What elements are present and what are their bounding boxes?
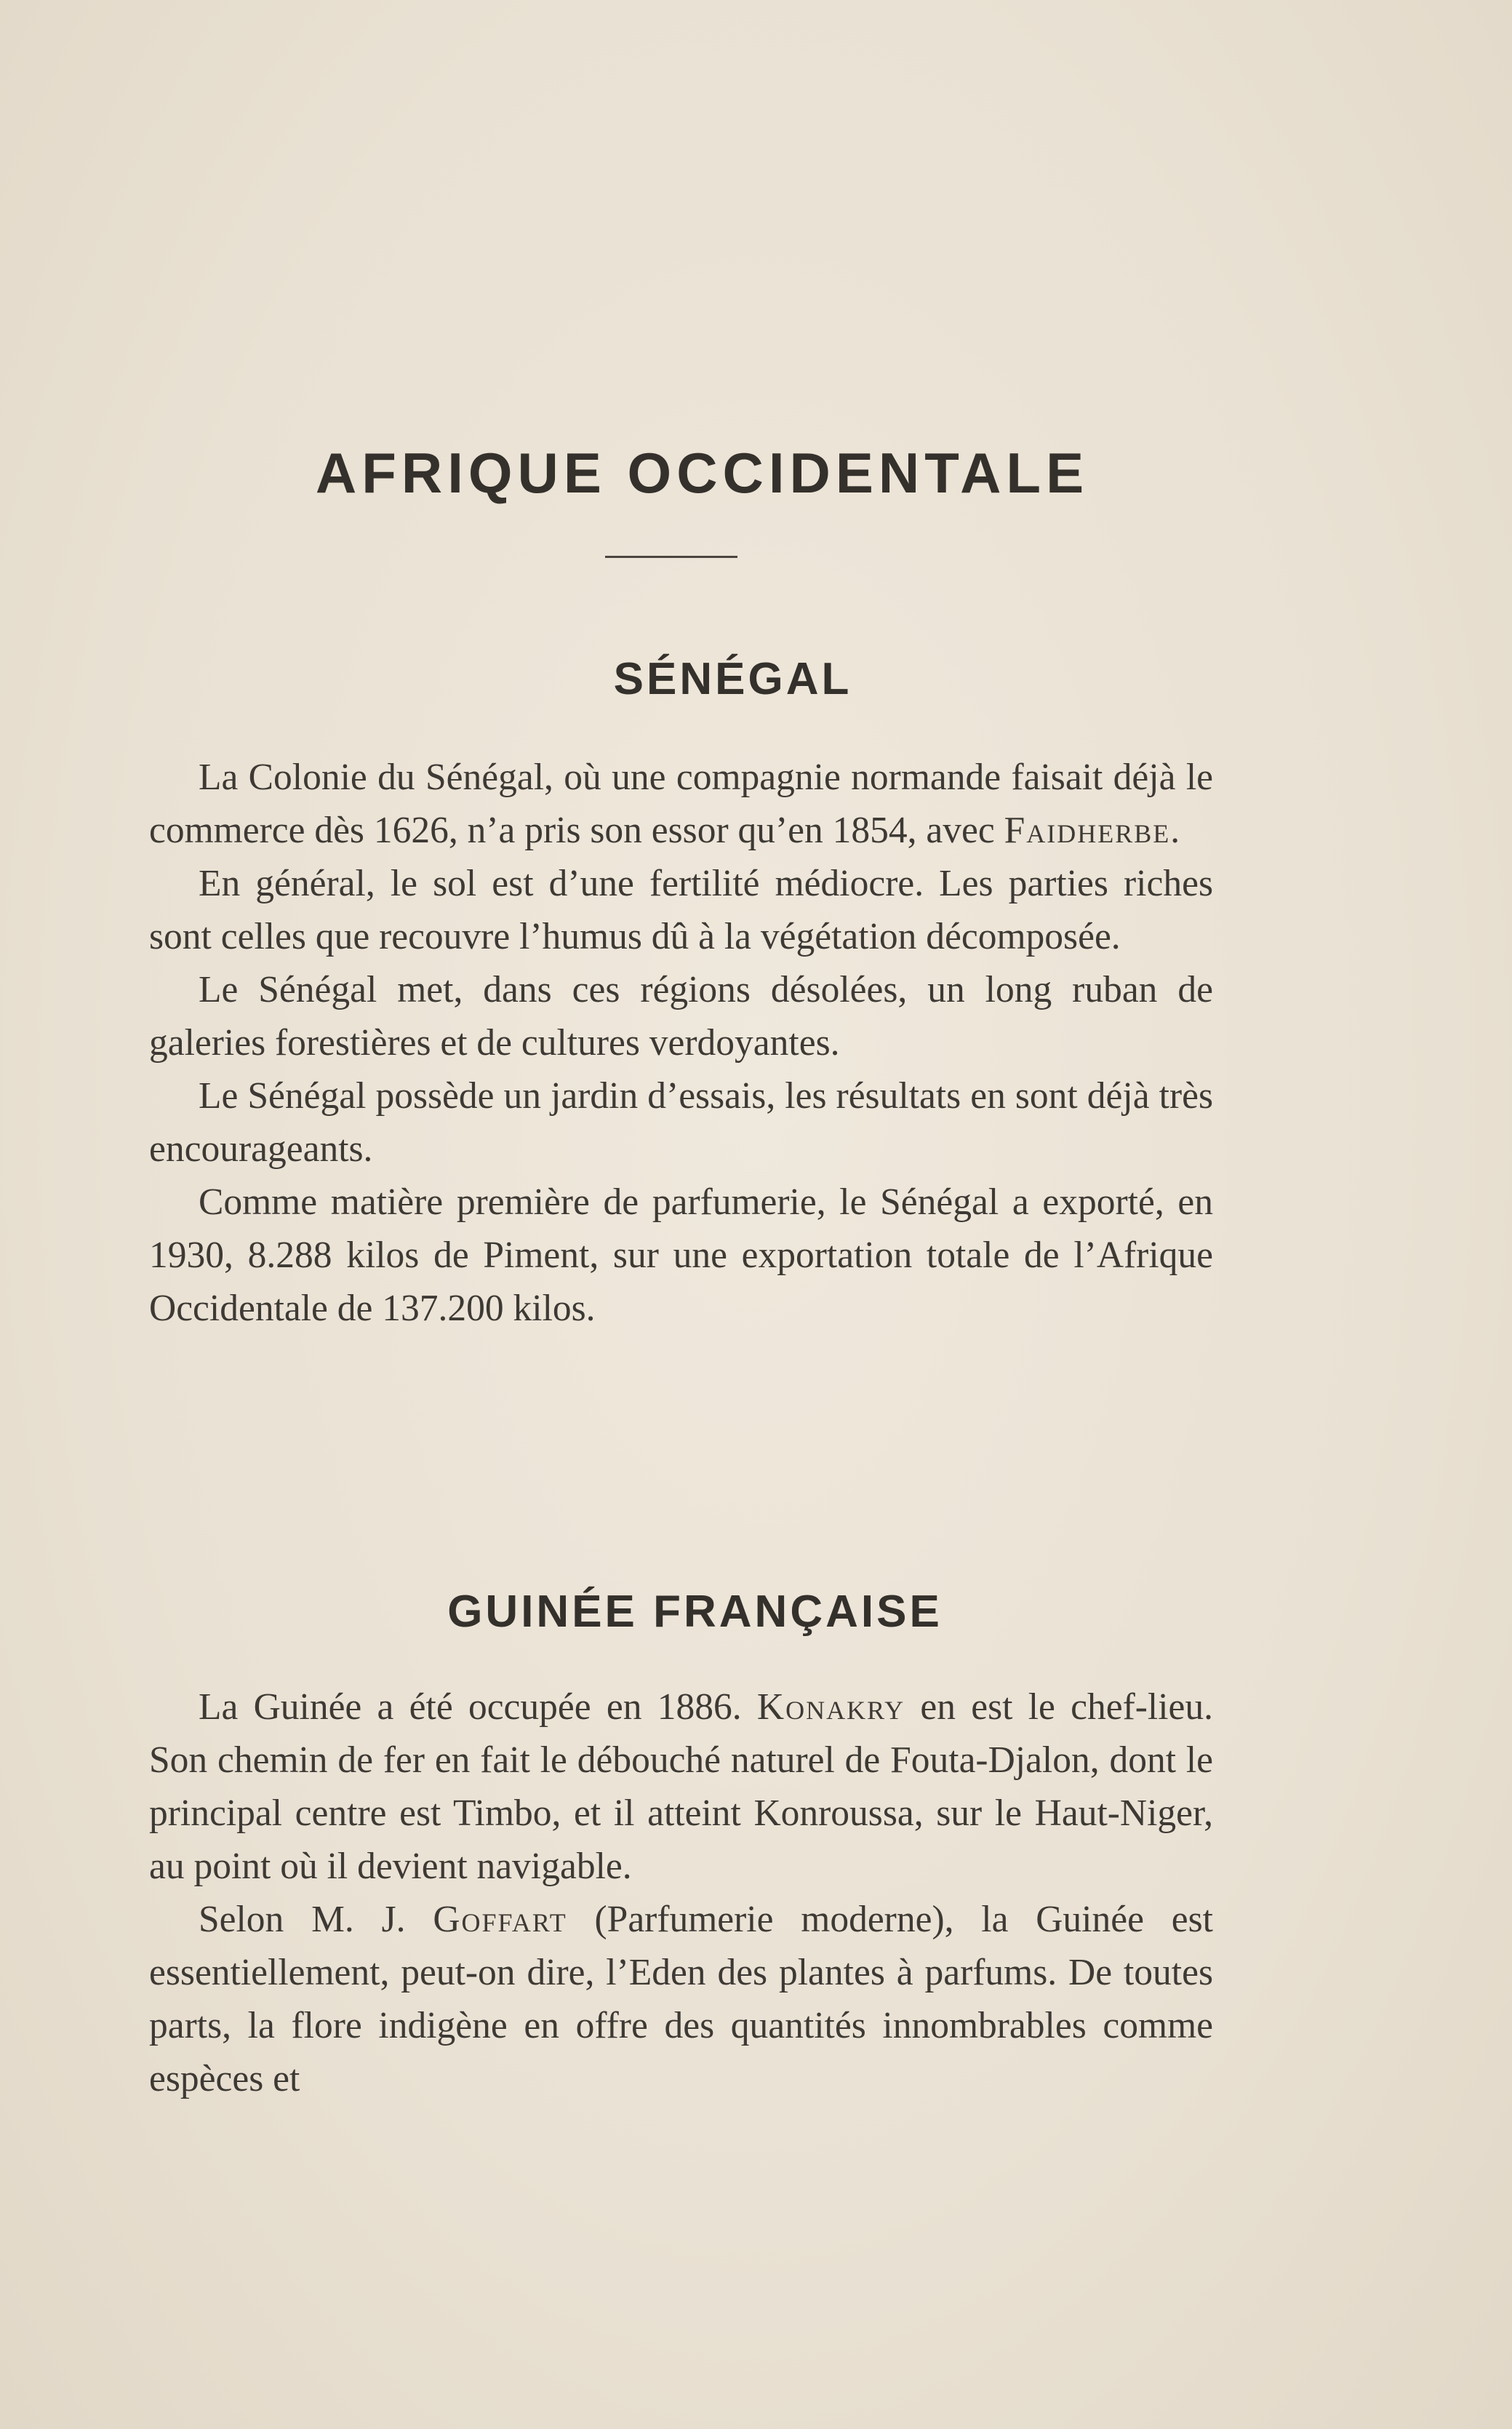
place-name: Konakry xyxy=(756,1686,905,1728)
paragraph: Comme matière première de parfumerie, le Sénégal a exporté, en 1930, 8.288 kilos de Piment, sur une exportation totale de l’Afrique Occidentale de 137.200 kilos. xyxy=(149,1181,1213,1329)
paragraph xyxy=(149,751,1213,857)
paragraph-text: (Parfumerie moderne), la Guinée est essentiellement, peut-on dire, l’Eden des plantes à parfums. De toutes parts, la flore indigène en offre des quantités innombrables comme espèces et xyxy=(149,1899,1213,2099)
section-heading-senegal: SÉNÉGAL xyxy=(613,654,852,704)
paragraph-text: La Guinée a été occupée en 1886. xyxy=(199,1686,757,1728)
paragraph: Le Sénégal met, dans ces régions désolées, un long ruban de galeries forestières et de cultures verdoyantes. xyxy=(149,969,1213,1064)
paragraph-text: . xyxy=(1170,810,1180,851)
section-body-senegal xyxy=(149,751,1213,1335)
person-name: Goffart xyxy=(433,1899,567,1940)
page-title: AFRIQUE OCCIDENTALE xyxy=(315,441,1089,505)
person-name: Faidherbe xyxy=(1004,810,1171,851)
section-body-guinee xyxy=(149,1680,1213,2105)
paragraph: En général, le sol est d’une fertilité médiocre. Les parties riches sont celles que recouvre l’humus dû à la végétation décomposée. xyxy=(149,863,1213,957)
section-heading-guinee: GUINÉE FRANÇAISE xyxy=(447,1587,943,1637)
paragraph-text: en est le chef-lieu. Son chemin de fer en fait le débouché naturel de Fouta-Djalon, dont le principal centre est Timbo, et il atteint Konroussa, sur le Haut-Niger, au point où il devient navigable. xyxy=(149,1686,1213,1887)
paragraph xyxy=(149,1893,1213,2105)
paragraph: Le Sénégal possède un jardin d’essais, les résultats en sont déjà très encourageants. xyxy=(149,1075,1213,1170)
paragraph-text: Selon M. J. xyxy=(199,1899,433,1940)
title-divider xyxy=(605,556,737,558)
paragraph-text: La Colonie du Sénégal, où une compagnie normande faisait déjà le commerce dès 1626, n’a pris son essor qu’en 1854, avec xyxy=(149,757,1213,851)
paragraph xyxy=(149,1680,1213,1893)
